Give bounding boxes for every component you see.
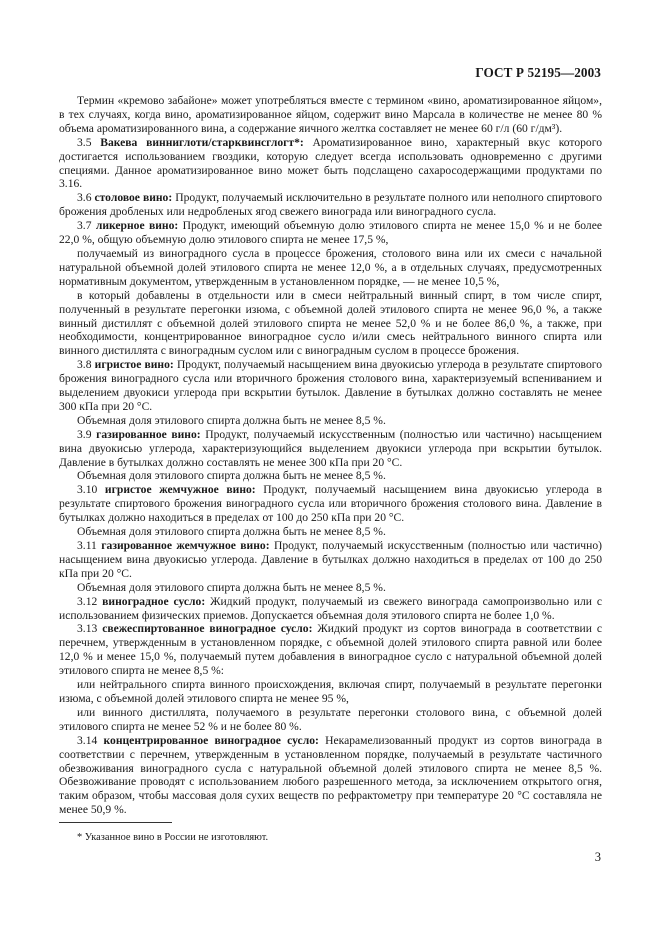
clause-number: 3.5: [77, 135, 101, 149]
paragraph-text: или нейтрального спирта винного происхождения, включая спирт, получаемый в результате перегонки изюма, с объемной долей этилового спирта не менее 95 %,: [59, 678, 602, 705]
term: свежеспиртованное виноградное сусло:: [102, 622, 313, 636]
paragraph: [59, 525, 602, 539]
paragraph-text: в который добавлены в отдельности или в смеси нейтральный винный спирт, в том числе спирт, полученный в результате перегонки изюма, с объемной долей этилового спирта не менее 96,0 %, а также винный дистиллят с объемной долей этилового спирта не менее 52,0 % и не более 86,0 %, а также, при необходимости, концентрированное виноградное сусло и/или смесь нейтрального винного спирта или винного дистиллята с виноградным суслом или с виноградным суслом в процессе брожения.: [59, 288, 602, 358]
paragraph: [59, 289, 602, 359]
clause-number: 3.14: [77, 733, 104, 747]
paragraph-text: Объемная доля этилового спирта должна быть не менее 8,5 %.: [77, 580, 386, 594]
body-text: [59, 94, 602, 817]
paragraph-text: Объемная доля этилового спирта должна быть не менее 8,5 %.: [77, 413, 386, 427]
paragraph-text: Продукт, получаемый искусственным (полностью или частично) насыщением вина двуокисью углерода. Давление в бутылках должно находиться в пределах от 100 до 250 кПа при 20 °С.: [59, 539, 602, 580]
paragraph-text: или винного дистиллята, получаемого в результате перегонки столового вина, с объемной долей этилового спирта не менее 52 % и не более 80 %.: [59, 705, 602, 733]
clause-number: 3.11: [77, 539, 102, 552]
clause-3-6: [59, 191, 602, 219]
paragraph-text: Продукт, получаемый исключительно в результате полного или неполного спиртового брожения дробленых или недробленых ягод свежего винограда или виноградного сусла.: [59, 191, 602, 219]
clause-number: 3.10: [77, 483, 105, 497]
term: Вакева винниглоти/старквинсглогт*:: [100, 135, 304, 149]
paragraph-text: Объемная доля этилового спирта должна быть не менее 8,5 %.: [77, 469, 386, 483]
term: игристое жемчужное вино:: [104, 483, 256, 497]
paragraph: [59, 706, 602, 734]
term: газированное жемчужное вино:: [101, 539, 270, 552]
document-header: ГОСТ Р 52195—2003: [475, 65, 601, 80]
clause-3-12: [59, 595, 602, 623]
paragraph-text: получаемый из виноградного сусла в процессе брожения, столового вина или их смеси с начальной натуральной объемной долей этилового спирта не менее 12,0 %, а в отдельных случаях, предусмотренных нормативным документом, утвержденным в установленном порядке, — не менее 10,5 %,: [59, 246, 602, 288]
clause-3-10: [59, 483, 602, 525]
clause-number: 3.6: [77, 191, 95, 205]
page-number: 3: [594, 850, 601, 864]
paragraph-text: Термин «кремово забайоне» может употребляться вместе с термином «вино, ароматизированное яйцом», в тех случаях, когда вино, ароматизированное яйцом, содержит вино Марсала в количестве не менее 80 % объема ароматизированного вина, а содержание яичного желтка составляет не менее 60 г/л (60 г/дм³).: [59, 94, 602, 135]
paragraph-text: Ароматизированное вино, характерный вкус которого достигается использованием гвоздики, которую следует всегда использовать одновременно с другими специями. Данное ароматизированное вино может быть подслащено сахаросодержащими продуктами по 3.16.: [59, 135, 602, 191]
paragraph-text: Продукт, имеющий объемную долю этилового спирта не менее 15,0 % и не более 22,0 %, общую объемную долю этилового спирта не менее 17,5 %,: [59, 219, 602, 247]
footnote-divider: [59, 822, 172, 823]
clause-3-5: [59, 136, 602, 192]
clause-number: 3.9: [77, 427, 97, 441]
paragraph: [59, 678, 602, 706]
term: концентрированное виноградное сусло:: [103, 733, 319, 747]
clause-3-7: [59, 219, 602, 247]
clause-number: 3.7: [77, 219, 96, 233]
paragraph-text: Продукт, получаемый насыщением вина двуокисью углерода в результате спиртового брожения виноградного сусла или вторичного брожения столового вина. Давление в бутылках должно находиться в пределах от 100 до 250 кПа при 20 °С.: [59, 483, 602, 525]
paragraph-text: Жидкий продукт из сортов винограда в соответствии с перечнем, утвержденным в установленном порядке, с объемной долей этилового спирта равной или более 12,0 % и менее 15,0 %, получаемый путем добавления в виноградное сусло с натуральной объемной долей этилового спирта не менее 8,5 %:: [59, 622, 602, 678]
paragraph-text: Продукт, получаемый насыщением вина двуокисью углерода в результате спиртового брожения виноградного сусла или вторичного брожения столового вина, характеризуемый вспениванием и выделением двуокиси углерода при вскрытии бутылок. Давление в бутылках должно составлять не менее 300 кПа при 20 °С.: [59, 358, 603, 413]
clause-number: 3.13: [77, 622, 103, 636]
term: виноградное сусло:: [102, 594, 206, 608]
paragraph-text: Продукт, получаемый искусственным (полностью или частично) насыщением вина двуокисью углерода, характеризующийся выделением двуокиси углерода при вскрытии бутылок. Давление в бутылках должно составлять не менее 300 кПа при 20 °С.: [59, 427, 603, 469]
term: игристое вино:: [94, 358, 174, 372]
paragraph: [59, 247, 602, 289]
clause-number: 3.12: [77, 594, 103, 608]
footnote: * Указанное вино в России не изготовляют.: [77, 832, 269, 843]
clause-3-14: [59, 734, 602, 817]
paragraph-text: Объемная доля этилового спирта должна быть не менее 8,5 %.: [77, 525, 386, 539]
term: столовое вино:: [94, 191, 173, 205]
paragraph: [59, 414, 602, 428]
clause-3-9: [59, 428, 602, 470]
clause-3-13: [59, 622, 602, 678]
paragraph-text: Жидкий продукт, получаемый из свежего винограда самопроизвольно или с использованием физических приемов. Допускается объемная доля этилового спирта не более 1,0 %.: [59, 594, 602, 622]
term: газированное вино:: [96, 427, 201, 441]
clause-3-8: [59, 358, 602, 414]
paragraph: [59, 581, 602, 595]
term: ликерное вино:: [95, 219, 179, 233]
clause-number: 3.8: [77, 358, 95, 372]
clause-3-11: [59, 539, 602, 581]
paragraph: [59, 469, 602, 483]
paragraph-text: Некарамелизованный продукт из сортов винограда в соответствии с перечнем, утвержденным в установленном порядке, получаемый в результате частичного обезвоживания виноградного сусла с натуральной объемной долей этилового спирта не менее 8,5 %. Обезвоживание проводят с использованием любого разрешенного метода, за исключением открытого огня, таким образом, чтобы массовая доля сухих веществ по рефрактометру при температуре 20 °С составляла не менее 50,9 %.: [59, 733, 603, 817]
paragraph: [59, 94, 602, 136]
